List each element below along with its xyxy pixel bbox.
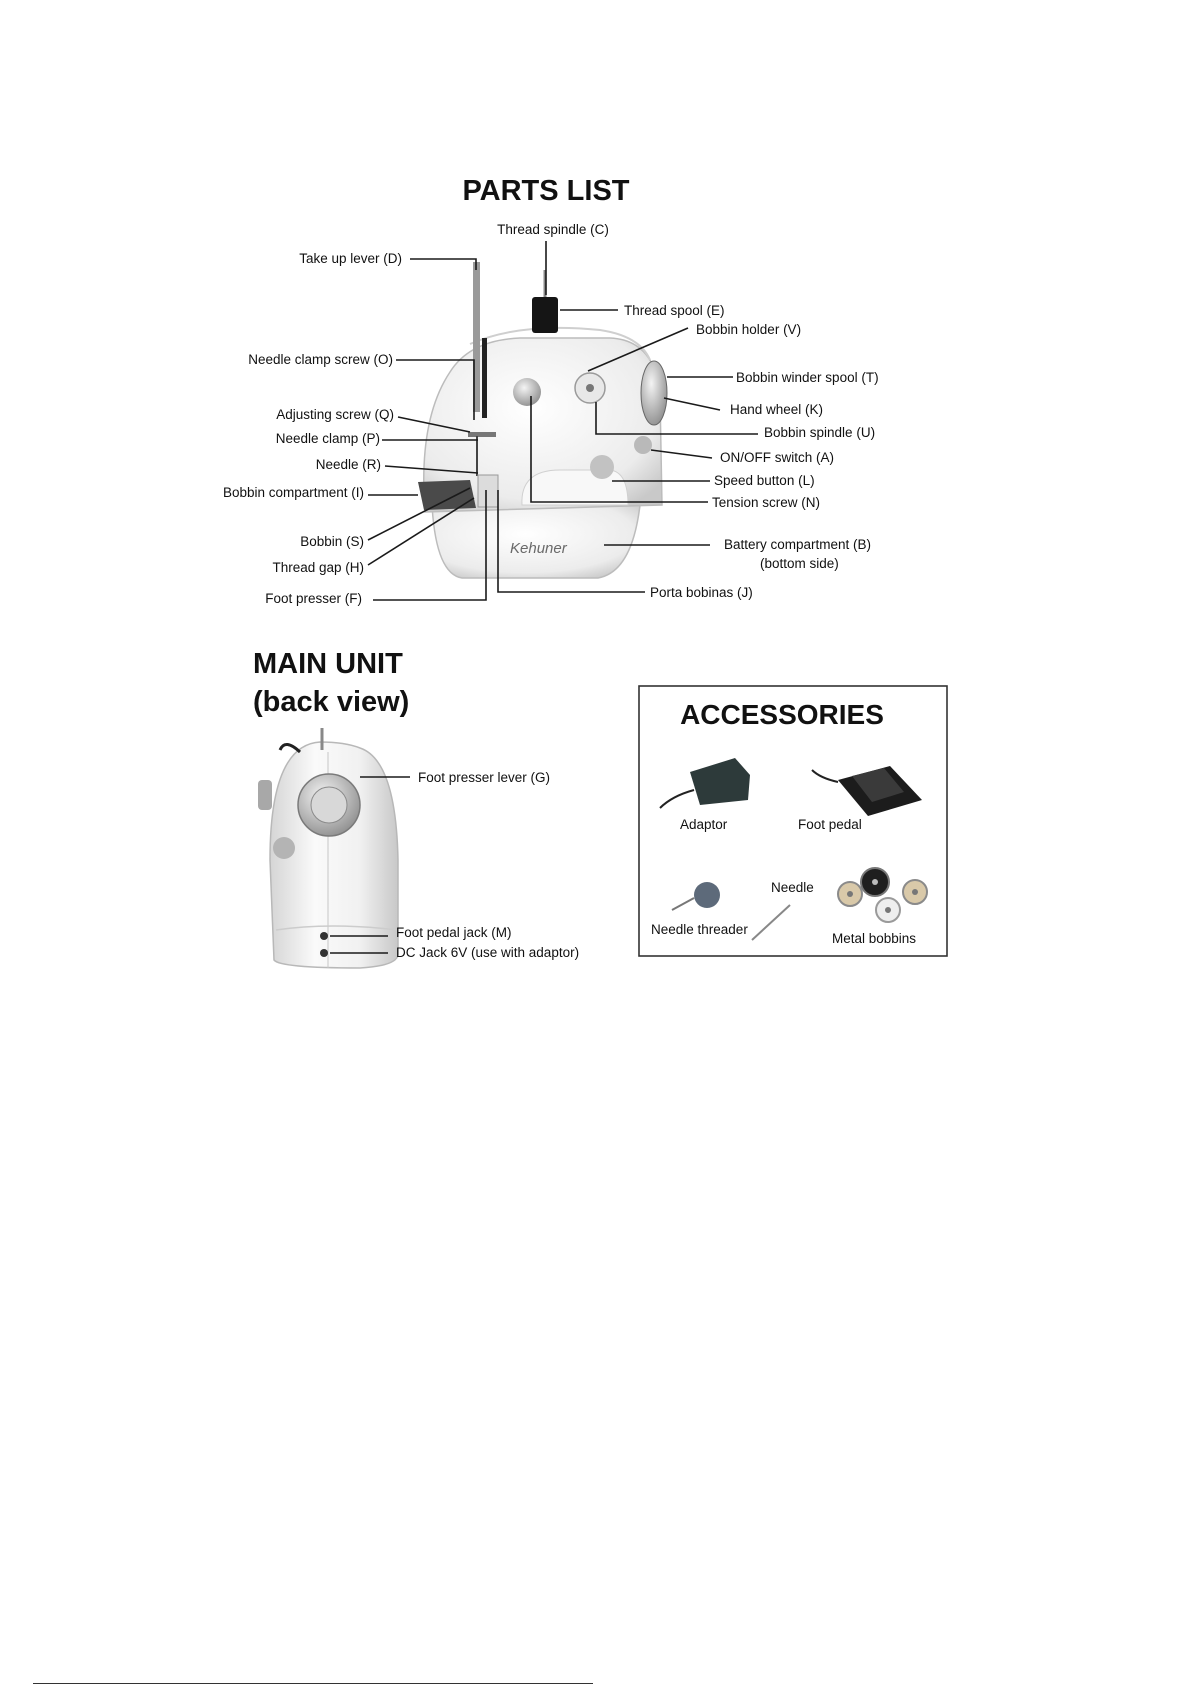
label-hand-wheel: Hand wheel (K) [730, 402, 824, 417]
label-battery-compartment: Battery compartment (B) [724, 537, 872, 552]
label-bobbin-spindle: Bobbin spindle (U) [764, 425, 876, 440]
label-bobbin: Bobbin (S) [300, 534, 364, 549]
label-tension-screw: Tension screw (N) [712, 495, 821, 510]
label-needle: Needle [771, 880, 814, 895]
main-unit-subtitle: (back view) [253, 686, 410, 718]
label-thread-gap: Thread gap (H) [272, 560, 364, 575]
label-needle-clamp: Needle clamp (P) [275, 431, 380, 446]
label-adaptor: Adaptor [680, 817, 728, 832]
label-bobbin-winder-spool: Bobbin winder spool (T) [736, 370, 879, 385]
label-foot-pedal-jack: Foot pedal jack (M) [396, 925, 512, 940]
label-metal-bobbins: Metal bobbins [832, 931, 917, 946]
label-adjusting-screw: Adjusting screw (Q) [276, 407, 394, 422]
accessories-title: ACCESSORIES [680, 699, 884, 730]
brand-logo: Kehuner [510, 540, 567, 557]
label-porta-bobinas: Porta bobinas (J) [650, 585, 753, 600]
label-bobbin-holder: Bobbin holder (V) [696, 322, 802, 337]
label-on-off-switch: ON/OFF switch (A) [720, 450, 834, 465]
label-speed-button: Speed button (L) [714, 473, 815, 488]
label-bobbin-compartment: Bobbin compartment (I) [222, 485, 364, 500]
label-foot-presser-lever: Foot presser lever (G) [418, 770, 551, 785]
label-needle-clamp-screw: Needle clamp screw (O) [248, 352, 393, 367]
label-battery-note: (bottom side) [760, 556, 839, 571]
label-foot-presser: Foot presser (F) [265, 591, 362, 606]
label-take-up-lever: Take up lever (D) [299, 251, 402, 266]
accessories-panel [639, 686, 947, 956]
label-thread-spool: Thread spool (E) [624, 303, 725, 318]
label-dc-jack: DC Jack 6V (use with adaptor) [396, 945, 580, 960]
footer-rule [33, 1683, 593, 1684]
sewing-machine-back-illustration [258, 728, 398, 968]
label-needle: Needle (R) [315, 457, 381, 472]
back-part-labels [396, 770, 579, 960]
label-thread-spindle: Thread spindle (C) [497, 222, 609, 237]
label-foot-pedal: Foot pedal [798, 817, 862, 832]
label-needle-threader: Needle threader [651, 922, 748, 937]
main-unit-title: MAIN UNIT [253, 648, 403, 680]
parts-list-title: PARTS LIST [462, 175, 630, 207]
